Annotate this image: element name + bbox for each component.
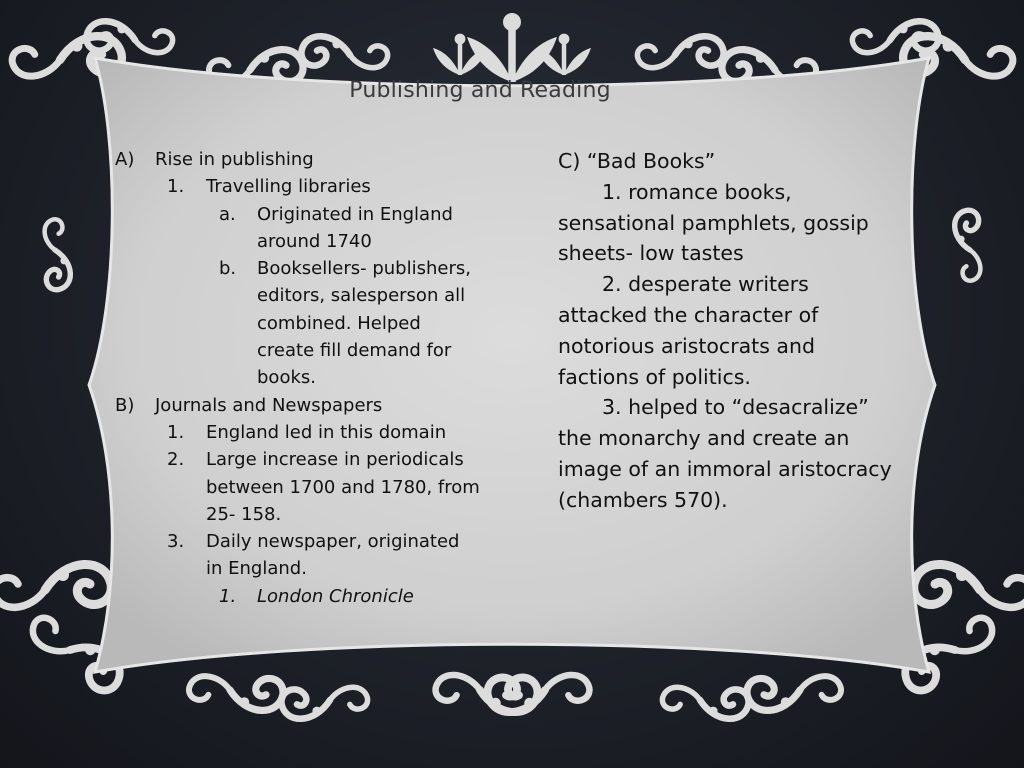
paragraph xyxy=(558,392,918,515)
right-column xyxy=(558,146,918,516)
list-text-line: between 1700 and 1780, from xyxy=(206,476,480,498)
list-item xyxy=(115,419,500,446)
list-text-line: in England. xyxy=(206,558,307,580)
list-marker: 1. xyxy=(167,421,185,443)
ornament-bottom xyxy=(189,675,841,719)
paragraph-line: image of an immoral aristocracy xyxy=(558,456,892,481)
paragraph xyxy=(558,177,918,269)
list-item xyxy=(115,255,500,391)
paragraph-line: sensational pamphlets, gossip xyxy=(558,210,869,235)
paragraph-line: notorious aristocrats and xyxy=(558,333,815,358)
list-marker: 2. xyxy=(167,449,185,471)
list-item xyxy=(115,201,500,256)
list-marker: A) xyxy=(115,149,135,170)
list-item xyxy=(115,146,500,173)
list-text-line: Large increase in periodicals xyxy=(206,449,464,471)
section-heading: C) “Bad Books” xyxy=(558,149,716,173)
paragraph-line: attacked the character of xyxy=(558,302,819,327)
paragraph-line: (chambers 570). xyxy=(558,487,728,512)
slide-title: Publishing and Reading xyxy=(349,78,611,103)
list-marker: 1. xyxy=(167,176,185,198)
list-text-line: Originated in England xyxy=(257,203,453,225)
list-marker: b. xyxy=(219,258,237,280)
list-text-line: 25- 158. xyxy=(206,503,282,525)
list-marker: B) xyxy=(115,394,135,416)
list-text-line: create fill demand for xyxy=(257,340,452,362)
left-column xyxy=(115,146,500,610)
list-text: England led in this domain xyxy=(206,421,447,443)
list-text-line: Daily newspaper, originated xyxy=(206,531,460,553)
list-item xyxy=(115,528,500,583)
paragraph-line: sheets- low tastes xyxy=(558,241,744,266)
list-item xyxy=(115,446,500,528)
list-marker: 3. xyxy=(167,531,185,553)
list-marker: a. xyxy=(219,203,236,225)
paragraph xyxy=(558,269,918,392)
list-text: Journals and Newspapers xyxy=(155,394,383,416)
list-text-line: editors, salesperson all xyxy=(257,285,466,307)
list-text: Rise in publishing xyxy=(155,149,314,170)
list-item xyxy=(115,392,500,419)
list-text: Travelling libraries xyxy=(206,176,371,198)
list-item xyxy=(115,173,500,200)
paragraph-line: factions of politics. xyxy=(558,364,751,389)
paragraph-line: 3. helped to “desacralize” xyxy=(602,395,869,420)
list-text-line: Booksellers- publishers, xyxy=(257,258,471,280)
list-text: London Chronicle xyxy=(257,585,414,607)
list-text-line: around 1740 xyxy=(257,230,372,252)
paragraph-line: 1. romance books, xyxy=(602,179,792,204)
paragraph-line: the monarchy and create an xyxy=(558,426,850,451)
list-text-line: combined. Helped xyxy=(257,312,421,334)
paragraph-line: 2. desperate writers xyxy=(602,272,809,297)
list-text-line: books. xyxy=(257,367,316,389)
list-item xyxy=(115,583,500,610)
list-marker: 1. xyxy=(219,585,237,607)
